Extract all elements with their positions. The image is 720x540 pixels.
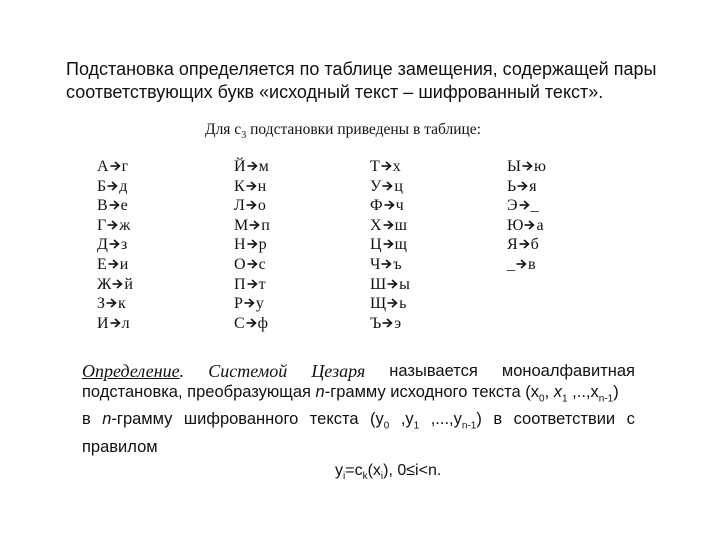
plain-letter: Т: [370, 158, 380, 175]
right-arrow-icon: [247, 258, 258, 270]
cipher-letter: и: [119, 255, 129, 273]
plain-letter: Ч: [370, 255, 381, 273]
definition-line-4: [82, 437, 635, 457]
cipher-letter: ъ: [393, 255, 402, 273]
definition-term: Определение: [82, 361, 180, 381]
substitution-pair: [507, 157, 546, 177]
formula-text: (x: [367, 462, 381, 479]
cipher-letter: л: [121, 314, 130, 332]
right-arrow-icon: [522, 160, 533, 172]
definition-word: правилом: [82, 437, 158, 456]
right-arrow-icon: [383, 219, 394, 231]
substitution-pair: [370, 255, 410, 275]
definition-word: шифрованного: [183, 410, 299, 429]
right-arrow-icon: [381, 258, 392, 270]
cipher-letter: я: [529, 177, 537, 195]
definition-text: ): [613, 383, 619, 401]
right-arrow-icon: [112, 278, 123, 290]
cipher-letter: а: [536, 216, 544, 234]
definition-text: ,...,y: [430, 410, 462, 429]
definition-word: [370, 409, 389, 436]
definition-subscript: 0: [383, 420, 390, 432]
plain-letter: Ь: [507, 177, 517, 195]
cipher-letter: _: [530, 197, 539, 215]
cipher-letter: х: [392, 158, 401, 175]
cipher-letter: ц: [394, 177, 403, 195]
definition-word: в: [493, 410, 503, 429]
cipher-letter: е: [120, 197, 128, 215]
substitution-pair: [370, 314, 410, 334]
substitution-pair: [234, 255, 270, 275]
definition-variable: x: [553, 383, 563, 401]
right-arrow-icon: [244, 297, 255, 309]
plain-letter: Я: [507, 236, 518, 254]
definition-line-1: [82, 361, 635, 382]
substitution-pair: [234, 235, 270, 255]
plain-letter: Й: [234, 158, 246, 175]
right-arrow-icon: [524, 219, 535, 231]
plain-letter: А: [97, 158, 109, 175]
plain-letter: П: [234, 275, 246, 293]
right-arrow-icon: [519, 199, 530, 211]
cipher-letter: г: [121, 158, 129, 175]
cipher-letter: з: [120, 236, 128, 254]
substitution-pair: [507, 196, 546, 216]
substitution-pair: [234, 275, 270, 295]
substitution-column-1: [97, 157, 133, 333]
plain-letter: Ю: [507, 216, 524, 234]
definition-text: ,: [544, 383, 554, 401]
substitution-pair: [370, 275, 410, 295]
plain-letter: У: [370, 177, 382, 195]
right-arrow-icon: [382, 180, 393, 192]
definition-word: текста: [309, 410, 359, 429]
definition-word: с: [626, 410, 635, 429]
substitution-pair: [234, 216, 270, 236]
plain-letter: Э: [507, 197, 518, 215]
cipher-letter: э: [394, 314, 402, 332]
cipher-letter: у: [255, 295, 264, 313]
definition-variable: n: [315, 383, 325, 401]
right-arrow-icon: [383, 238, 394, 250]
definition-variable: n: [102, 410, 112, 429]
definition-text: ,y: [400, 410, 414, 429]
right-arrow-icon: [382, 317, 393, 329]
definition-subscript: 1: [413, 420, 420, 432]
definition-line-2-text: [82, 382, 619, 409]
plain-letter: Н: [234, 236, 246, 254]
right-arrow-icon: [387, 297, 398, 309]
substitution-pair: [370, 177, 410, 197]
plain-letter: Ъ: [370, 314, 382, 332]
cipher-letter: м: [258, 158, 269, 175]
caesar-formula: [335, 462, 441, 482]
definition-text: ): [476, 410, 482, 429]
definition-phrase-2: Цезаря: [311, 361, 366, 381]
cipher-letter: ч: [395, 197, 404, 215]
cipher-letter: в: [528, 255, 536, 273]
plain-letter: Х: [370, 216, 382, 234]
right-arrow-icon: [107, 180, 118, 192]
definition-phrase-1: Системой: [208, 361, 288, 381]
cipher-letter: о: [257, 197, 266, 215]
table-caption-subscript: 3: [241, 130, 247, 142]
cipher-letter: п: [261, 216, 270, 234]
right-arrow-icon: [109, 238, 120, 250]
definition-word: в: [82, 410, 91, 429]
cipher-letter: р: [258, 236, 267, 254]
definition-word: [102, 409, 172, 436]
formula-subscript: i: [343, 471, 346, 483]
definition-word: называется: [389, 362, 478, 380]
right-arrow-icon: [387, 278, 398, 290]
plain-letter: К: [234, 177, 245, 195]
cipher-letter: д: [119, 177, 128, 195]
cipher-letter: к: [118, 295, 126, 313]
cipher-letter: й: [124, 275, 133, 293]
substitution-pair: [234, 196, 270, 216]
substitution-pair: [97, 235, 133, 255]
substitution-column-2: [234, 157, 270, 333]
plain-letter: М: [234, 216, 249, 234]
right-arrow-icon: [516, 258, 527, 270]
plain-letter: Щ: [370, 295, 387, 313]
plain-letter: Б: [97, 177, 107, 195]
table-caption: [205, 121, 481, 141]
definition-text: подстановка, преобразующая: [82, 383, 316, 401]
cipher-letter: ж: [119, 216, 131, 234]
cipher-letter: н: [257, 177, 267, 195]
cipher-letter: т: [258, 275, 266, 293]
definition-text: -грамму: [111, 410, 173, 429]
substitution-pair: [97, 275, 133, 295]
definition-word: моноалфавитная: [501, 362, 635, 380]
right-arrow-icon: [246, 317, 257, 329]
substitution-column-3: [370, 157, 410, 333]
substitution-pair: [234, 157, 270, 177]
cipher-letter: ь: [399, 295, 407, 313]
right-arrow-icon: [106, 297, 117, 309]
substitution-pair: [97, 216, 133, 236]
plain-letter: _: [507, 255, 515, 273]
substitution-pair: [97, 314, 133, 334]
substitution-pair: [97, 157, 133, 177]
right-arrow-icon: [246, 180, 257, 192]
plain-letter: Ж: [97, 275, 112, 293]
intro-line-1: Подстановка определяется по таблице замещения, содержащей пары: [66, 59, 657, 79]
plain-letter: Ш: [370, 275, 387, 293]
right-arrow-icon: [384, 199, 395, 211]
plain-letter: Ф: [370, 197, 383, 215]
right-arrow-icon: [247, 238, 258, 250]
definition-subscript: n-1: [461, 420, 477, 432]
right-arrow-icon: [109, 199, 120, 211]
substitution-pair: [370, 235, 410, 255]
definition-text: (y: [370, 410, 384, 429]
definition-text: ,..,x: [567, 383, 599, 401]
substitution-pair: [97, 255, 133, 275]
cipher-letter: ы: [399, 275, 410, 293]
intro-line-2: соответствующих букв «исходный текст – шифрованный текст».: [66, 82, 604, 102]
plain-letter: В: [97, 197, 108, 215]
substitution-pair: [234, 294, 270, 314]
right-arrow-icon: [247, 278, 258, 290]
substitution-pair: [507, 216, 546, 236]
formula-subscript: k: [362, 471, 368, 483]
substitution-pair: [370, 157, 410, 177]
plain-letter: З: [97, 295, 106, 313]
definition-word: соответствии: [513, 410, 616, 429]
definition-dot: .: [179, 361, 185, 381]
right-arrow-icon: [517, 180, 528, 192]
cipher-letter: ф: [257, 314, 269, 332]
definition-lead: [82, 361, 184, 382]
substitution-pair: [97, 294, 133, 314]
right-arrow-icon: [246, 199, 257, 211]
formula-subscript: i: [380, 471, 384, 483]
table-caption-prefix: Для c: [205, 121, 242, 138]
plain-letter: Д: [97, 236, 108, 254]
definition-word: [401, 409, 419, 436]
substitution-pair: [97, 177, 133, 197]
right-arrow-icon: [110, 317, 121, 329]
table-caption-suffix: подстановки приведены в таблице:: [246, 121, 481, 138]
substitution-pair: [234, 314, 270, 334]
definition-subscript: 1: [562, 393, 568, 405]
definition-word: [431, 409, 482, 436]
cipher-letter: ю: [533, 158, 546, 175]
intro-paragraph: [66, 58, 666, 104]
formula-text: ), 0≤i<n.: [383, 462, 442, 479]
right-arrow-icon: [108, 258, 119, 270]
right-arrow-icon: [519, 238, 530, 250]
right-arrow-icon: [381, 160, 392, 172]
substitution-pair: [507, 235, 546, 255]
substitution-column-4: [507, 157, 546, 275]
substitution-pair: [507, 177, 546, 197]
right-arrow-icon: [247, 160, 258, 172]
right-arrow-icon: [107, 219, 118, 231]
plain-letter: С: [234, 314, 245, 332]
plain-letter: Г: [97, 216, 107, 234]
plain-letter: О: [234, 255, 246, 273]
right-arrow-icon: [249, 219, 260, 231]
right-arrow-icon: [110, 160, 121, 172]
formula-text: =c: [345, 462, 363, 479]
plain-letter: И: [97, 314, 109, 332]
definition-text: -грамму исходного текста (x: [324, 383, 540, 401]
cipher-letter: б: [530, 236, 539, 254]
definition-subscript: 0: [539, 393, 545, 405]
substitution-pair: [507, 255, 546, 275]
substitution-pair: [370, 216, 410, 236]
plain-letter: Ы: [507, 158, 521, 175]
plain-letter: Р: [234, 295, 243, 313]
definition-line-3: [82, 409, 635, 436]
formula-text: y: [335, 462, 343, 479]
substitution-pair: [370, 196, 410, 216]
substitution-pair: [97, 196, 133, 216]
plain-letter: Ц: [370, 236, 382, 254]
cipher-letter: с: [258, 255, 266, 273]
substitution-pair: [234, 177, 270, 197]
definition-paragraph: [82, 361, 635, 457]
cipher-letter: ш: [394, 216, 407, 234]
plain-letter: Л: [234, 197, 245, 215]
substitution-pair: [370, 294, 410, 314]
plain-letter: Е: [97, 255, 107, 273]
definition-subscript: n-1: [598, 393, 614, 405]
cipher-letter: щ: [394, 236, 407, 254]
definition-line-2: [82, 382, 635, 409]
